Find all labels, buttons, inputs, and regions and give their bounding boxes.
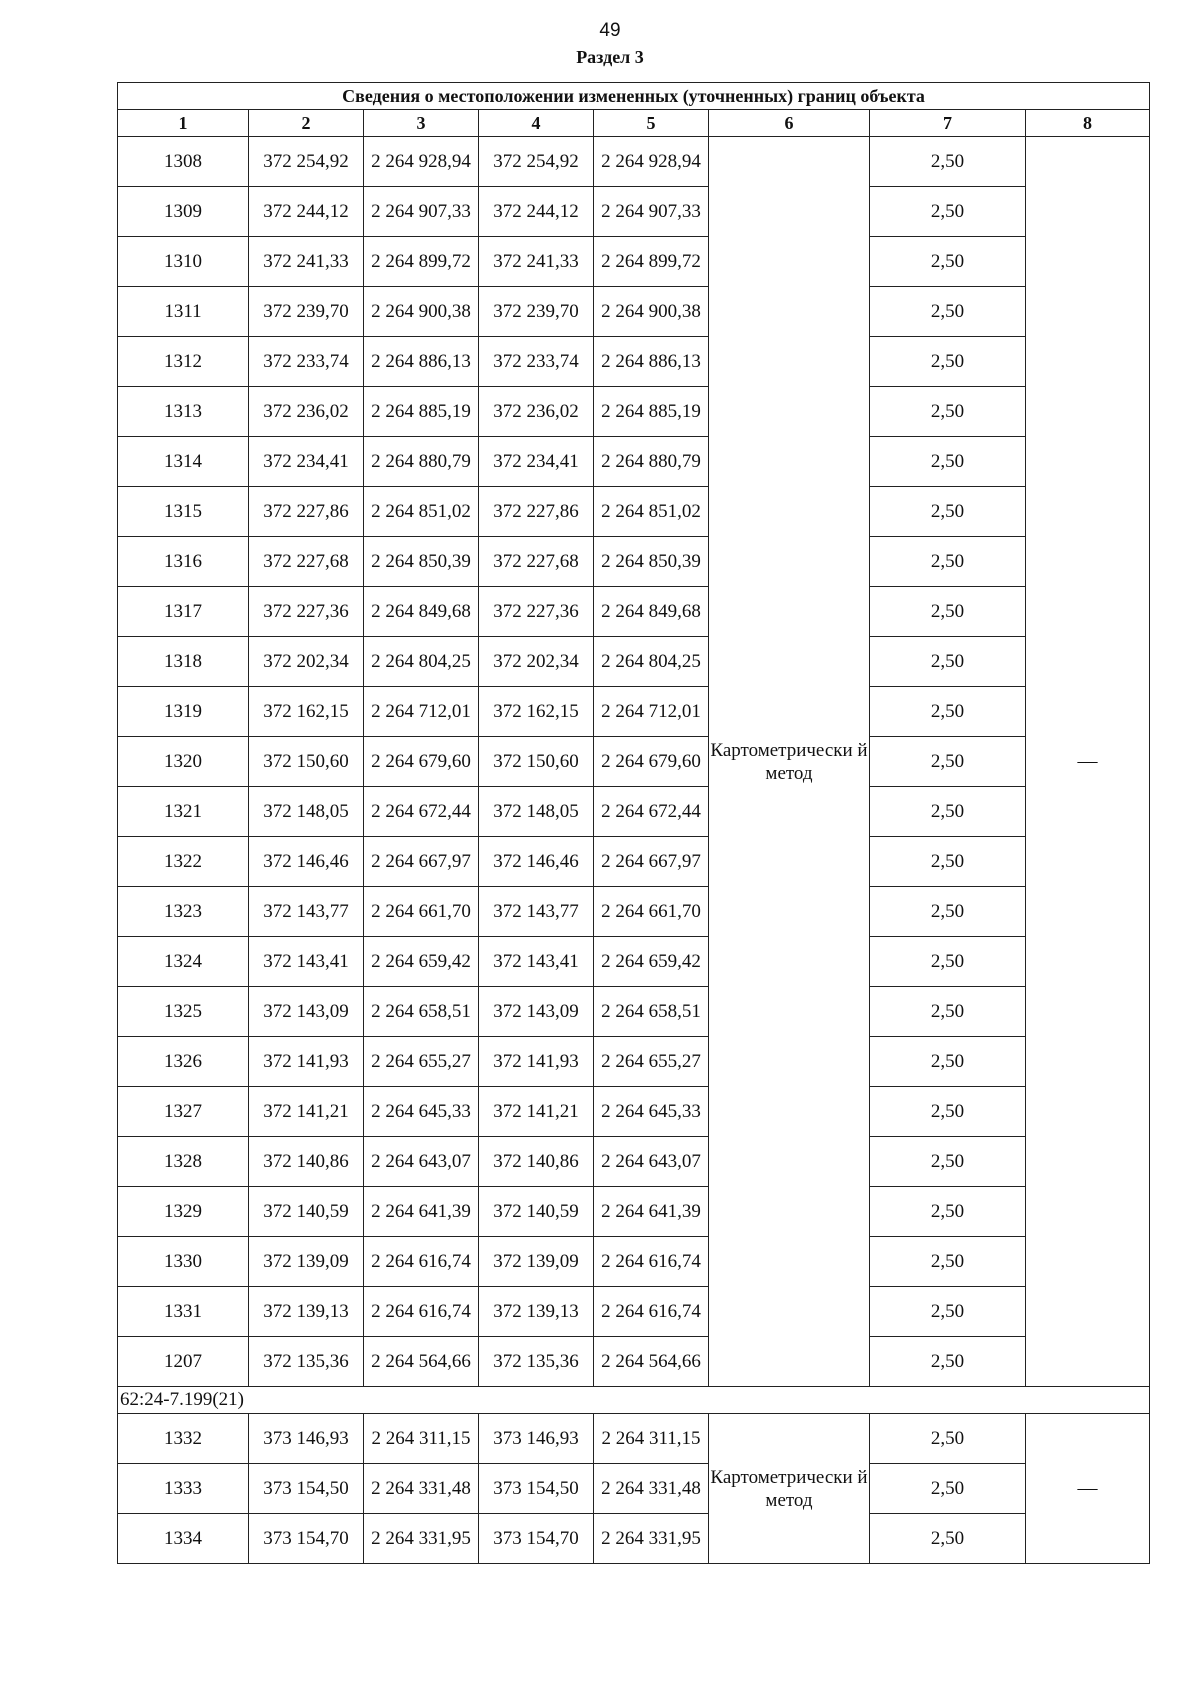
table-row [118,1514,1150,1564]
table-row [118,1037,1150,1087]
column-header-row [118,110,1150,137]
x-new-cell: 373 154,50 [479,1464,594,1514]
y-new-cell: 2 264 655,27 [594,1037,709,1087]
y-existing-cell: 2 264 311,15 [364,1414,479,1464]
point-number-cell: 1313 [118,387,249,437]
accuracy-cell: 2,50 [870,1087,1026,1137]
boundary-coordinates-table [117,82,1150,1564]
y-new-cell: 2 264 659,42 [594,937,709,987]
x-new-cell: 372 227,36 [479,587,594,637]
y-new-cell: 2 264 849,68 [594,587,709,637]
y-existing-cell: 2 264 850,39 [364,537,479,587]
x-existing-cell: 372 135,36 [249,1337,364,1387]
x-new-cell: 372 162,15 [479,687,594,737]
x-existing-cell: 372 146,46 [249,837,364,887]
point-number-cell: 1308 [118,137,249,187]
table-row [118,337,1150,387]
table-row [118,787,1150,837]
point-number-cell: 1311 [118,287,249,337]
y-new-cell: 2 264 661,70 [594,887,709,937]
y-new-cell: 2 264 331,95 [594,1514,709,1564]
point-number-cell: 1325 [118,987,249,1037]
table-row [118,1337,1150,1387]
y-existing-cell: 2 264 331,48 [364,1464,479,1514]
column-header: 3 [364,110,479,137]
table-row [118,937,1150,987]
point-number-cell: 1322 [118,837,249,887]
table-caption-row [118,83,1150,110]
y-new-cell: 2 264 885,19 [594,387,709,437]
accuracy-cell: 2,50 [870,837,1026,887]
table-row [118,437,1150,487]
y-existing-cell: 2 264 804,25 [364,637,479,687]
point-number-cell: 1310 [118,237,249,287]
y-new-cell: 2 264 928,94 [594,137,709,187]
accuracy-cell: 2,50 [870,1337,1026,1387]
accuracy-cell: 2,50 [870,1514,1026,1564]
table-row [118,837,1150,887]
x-existing-cell: 372 239,70 [249,287,364,337]
table-row [118,287,1150,337]
y-existing-cell: 2 264 672,44 [364,787,479,837]
y-existing-cell: 2 264 331,95 [364,1514,479,1564]
y-new-cell: 2 264 311,15 [594,1414,709,1464]
y-existing-cell: 2 264 643,07 [364,1137,479,1187]
y-new-cell: 2 264 331,48 [594,1464,709,1514]
x-existing-cell: 372 141,93 [249,1037,364,1087]
y-existing-cell: 2 264 645,33 [364,1087,479,1137]
point-number-cell: 1327 [118,1087,249,1137]
accuracy-cell: 2,50 [870,887,1026,937]
table-row [118,1287,1150,1337]
table-row [118,487,1150,537]
column-header: 8 [1026,110,1150,137]
y-new-cell: 2 264 850,39 [594,537,709,587]
accuracy-cell: 2,50 [870,1237,1026,1287]
table-row [118,637,1150,687]
y-existing-cell: 2 264 907,33 [364,187,479,237]
x-new-cell: 372 254,92 [479,137,594,187]
y-new-cell: 2 264 643,07 [594,1137,709,1187]
x-existing-cell: 372 162,15 [249,687,364,737]
table-row [118,887,1150,937]
x-existing-cell: 372 143,77 [249,887,364,937]
y-existing-cell: 2 264 849,68 [364,587,479,637]
y-existing-cell: 2 264 885,19 [364,387,479,437]
x-new-cell: 372 146,46 [479,837,594,887]
group-label: 62:24-7.199(21) [118,1387,1150,1414]
y-new-cell: 2 264 880,79 [594,437,709,487]
accuracy-cell: 2,50 [870,287,1026,337]
x-new-cell: 372 239,70 [479,287,594,337]
y-new-cell: 2 264 900,38 [594,287,709,337]
x-new-cell: 372 141,21 [479,1087,594,1137]
column-8-cell: — [1026,1414,1150,1564]
y-new-cell: 2 264 672,44 [594,787,709,837]
y-existing-cell: 2 264 658,51 [364,987,479,1037]
point-number-cell: 1320 [118,737,249,787]
x-new-cell: 372 140,86 [479,1137,594,1187]
accuracy-cell: 2,50 [870,337,1026,387]
y-existing-cell: 2 264 564,66 [364,1337,479,1387]
accuracy-cell: 2,50 [870,637,1026,687]
x-new-cell: 372 227,86 [479,487,594,537]
table-row [118,1137,1150,1187]
x-new-cell: 372 143,77 [479,887,594,937]
table-row [118,987,1150,1037]
y-existing-cell: 2 264 616,74 [364,1287,479,1337]
accuracy-cell: 2,50 [870,537,1026,587]
x-new-cell: 372 234,41 [479,437,594,487]
x-existing-cell: 372 202,34 [249,637,364,687]
y-existing-cell: 2 264 880,79 [364,437,479,487]
column-header: 1 [118,110,249,137]
column-header: 4 [479,110,594,137]
accuracy-cell: 2,50 [870,387,1026,437]
y-existing-cell: 2 264 851,02 [364,487,479,537]
table-row [118,1237,1150,1287]
x-existing-cell: 372 244,12 [249,187,364,237]
group-label-row [118,1387,1150,1414]
section-title: Раздел 3 [576,47,644,67]
method-cell: Картометрически й метод [709,1414,870,1564]
accuracy-cell: 2,50 [870,1037,1026,1087]
y-new-cell: 2 264 907,33 [594,187,709,237]
y-new-cell: 2 264 851,02 [594,487,709,537]
y-new-cell: 2 264 616,74 [594,1287,709,1337]
x-existing-cell: 372 143,41 [249,937,364,987]
table-row [118,237,1150,287]
x-new-cell: 372 143,41 [479,937,594,987]
table-row [118,1187,1150,1237]
point-number-cell: 1316 [118,537,249,587]
point-number-cell: 1309 [118,187,249,237]
y-new-cell: 2 264 645,33 [594,1087,709,1137]
point-number-cell: 1312 [118,337,249,387]
point-number-cell: 1326 [118,1037,249,1087]
x-existing-cell: 373 154,50 [249,1464,364,1514]
x-existing-cell: 373 146,93 [249,1414,364,1464]
y-existing-cell: 2 264 679,60 [364,737,479,787]
x-existing-cell: 372 236,02 [249,387,364,437]
table-row [118,187,1150,237]
accuracy-cell: 2,50 [870,787,1026,837]
table-row [118,137,1150,187]
table-row [118,1087,1150,1137]
y-existing-cell: 2 264 900,38 [364,287,479,337]
y-new-cell: 2 264 899,72 [594,237,709,287]
y-existing-cell: 2 264 659,42 [364,937,479,987]
accuracy-cell: 2,50 [870,1287,1026,1337]
x-new-cell: 372 233,74 [479,337,594,387]
x-existing-cell: 372 140,59 [249,1187,364,1237]
point-number-cell: 1328 [118,1137,249,1187]
column-8-cell: — [1026,137,1150,1387]
y-existing-cell: 2 264 712,01 [364,687,479,737]
y-new-cell: 2 264 886,13 [594,337,709,387]
accuracy-cell: 2,50 [870,587,1026,637]
y-new-cell: 2 264 679,60 [594,737,709,787]
table-row [118,587,1150,637]
x-existing-cell: 372 227,68 [249,537,364,587]
y-new-cell: 2 264 712,01 [594,687,709,737]
accuracy-cell: 2,50 [870,737,1026,787]
y-existing-cell: 2 264 641,39 [364,1187,479,1237]
x-new-cell: 372 141,93 [479,1037,594,1087]
x-existing-cell: 372 140,86 [249,1137,364,1187]
point-number-cell: 1323 [118,887,249,937]
x-new-cell: 372 139,09 [479,1237,594,1287]
x-existing-cell: 372 139,09 [249,1237,364,1287]
x-existing-cell: 372 227,36 [249,587,364,637]
y-existing-cell: 2 264 655,27 [364,1037,479,1087]
y-new-cell: 2 264 667,97 [594,837,709,887]
point-number-cell: 1321 [118,787,249,837]
point-number-cell: 1315 [118,487,249,537]
x-new-cell: 372 140,59 [479,1187,594,1237]
table-row [118,1464,1150,1514]
accuracy-cell: 2,50 [870,187,1026,237]
accuracy-cell: 2,50 [870,487,1026,537]
point-number-cell: 1317 [118,587,249,637]
table-row [118,687,1150,737]
x-existing-cell: 372 241,33 [249,237,364,287]
point-number-cell: 1330 [118,1237,249,1287]
accuracy-cell: 2,50 [870,437,1026,487]
point-number-cell: 1331 [118,1287,249,1337]
x-existing-cell: 372 234,41 [249,437,364,487]
x-existing-cell: 372 233,74 [249,337,364,387]
point-number-cell: 1329 [118,1187,249,1237]
accuracy-cell: 2,50 [870,1187,1026,1237]
x-new-cell: 372 139,13 [479,1287,594,1337]
point-number-cell: 1207 [118,1337,249,1387]
page-number: 49 [599,20,621,41]
y-new-cell: 2 264 564,66 [594,1337,709,1387]
x-new-cell: 372 143,09 [479,987,594,1037]
column-header: 5 [594,110,709,137]
accuracy-cell: 2,50 [870,987,1026,1037]
x-new-cell: 372 244,12 [479,187,594,237]
column-header: 2 [249,110,364,137]
x-new-cell: 372 241,33 [479,237,594,287]
x-existing-cell: 372 148,05 [249,787,364,837]
accuracy-cell: 2,50 [870,687,1026,737]
y-existing-cell: 2 264 667,97 [364,837,479,887]
table-caption: Сведения о местоположении измененных (уточненных) границ объекта [118,83,1150,110]
y-existing-cell: 2 264 616,74 [364,1237,479,1287]
x-new-cell: 373 154,70 [479,1514,594,1564]
accuracy-cell: 2,50 [870,137,1026,187]
accuracy-cell: 2,50 [870,1414,1026,1464]
point-number-cell: 1332 [118,1414,249,1464]
y-existing-cell: 2 264 899,72 [364,237,479,287]
y-existing-cell: 2 264 886,13 [364,337,479,387]
table-row [118,537,1150,587]
accuracy-cell: 2,50 [870,237,1026,287]
x-existing-cell: 372 139,13 [249,1287,364,1337]
point-number-cell: 1333 [118,1464,249,1514]
point-number-cell: 1314 [118,437,249,487]
y-existing-cell: 2 264 928,94 [364,137,479,187]
accuracy-cell: 2,50 [870,1137,1026,1187]
table-row [118,387,1150,437]
x-existing-cell: 372 141,21 [249,1087,364,1137]
x-new-cell: 372 150,60 [479,737,594,787]
column-header: 7 [870,110,1026,137]
x-new-cell: 373 146,93 [479,1414,594,1464]
method-cell: Картометрически й метод [709,137,870,1387]
y-new-cell: 2 264 616,74 [594,1237,709,1287]
x-existing-cell: 373 154,70 [249,1514,364,1564]
x-new-cell: 372 236,02 [479,387,594,437]
point-number-cell: 1324 [118,937,249,987]
column-header: 6 [709,110,870,137]
y-existing-cell: 2 264 661,70 [364,887,479,937]
x-new-cell: 372 227,68 [479,537,594,587]
y-new-cell: 2 264 641,39 [594,1187,709,1237]
table-row [118,737,1150,787]
x-new-cell: 372 202,34 [479,637,594,687]
x-existing-cell: 372 150,60 [249,737,364,787]
y-new-cell: 2 264 804,25 [594,637,709,687]
accuracy-cell: 2,50 [870,937,1026,987]
x-existing-cell: 372 143,09 [249,987,364,1037]
x-existing-cell: 372 227,86 [249,487,364,537]
x-new-cell: 372 135,36 [479,1337,594,1387]
point-number-cell: 1319 [118,687,249,737]
point-number-cell: 1334 [118,1514,249,1564]
x-existing-cell: 372 254,92 [249,137,364,187]
y-new-cell: 2 264 658,51 [594,987,709,1037]
table-row [118,1414,1150,1464]
x-new-cell: 372 148,05 [479,787,594,837]
point-number-cell: 1318 [118,637,249,687]
accuracy-cell: 2,50 [870,1464,1026,1514]
